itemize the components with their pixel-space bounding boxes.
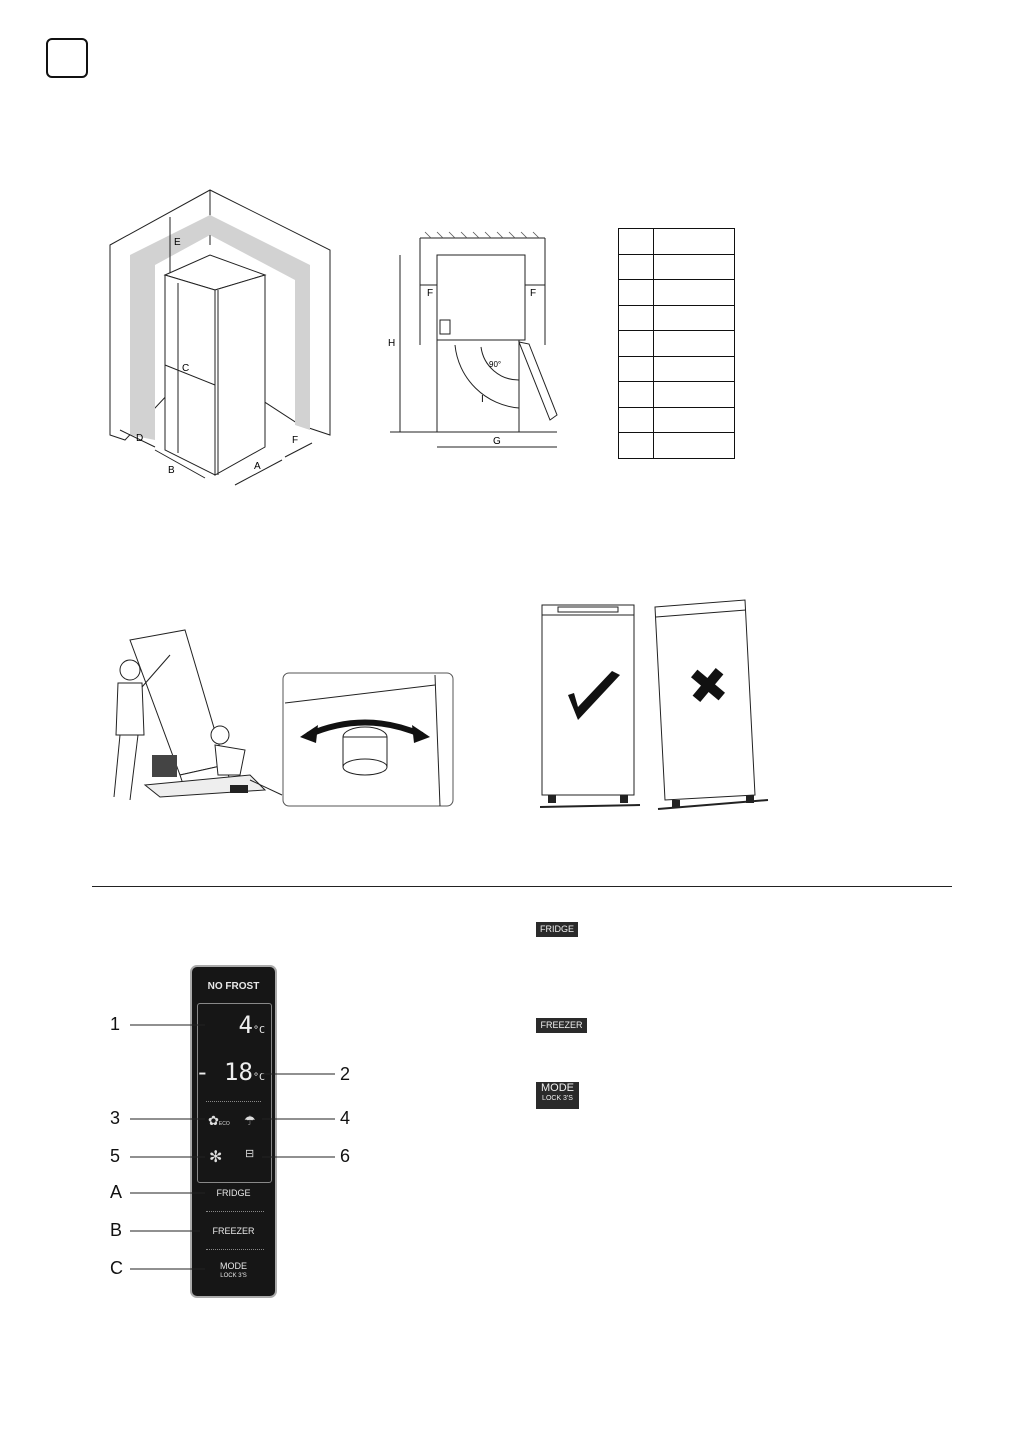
fridge-temp-unit: °C (252, 1025, 265, 1036)
fridge-button[interactable]: FRIDGE (216, 1188, 251, 1198)
dim-label-angle: 90° (489, 360, 502, 369)
callout-4: 4 (340, 1108, 351, 1128)
legend-mode-tag (536, 1082, 579, 1109)
dim-label-h: H (388, 338, 396, 349)
callout-2: 2 (340, 1064, 351, 1084)
freezer-temp-unit: °C (252, 1072, 265, 1083)
mode-sublabel: LOCK 3'S (220, 1273, 247, 1279)
dim-label-f-left: F (427, 288, 434, 299)
callout-6: 6 (340, 1146, 351, 1166)
lock-icon: ⊟ (245, 1148, 255, 1160)
legend-mode-sublabel: LOCK 3'S (542, 1095, 573, 1102)
super-freeze-icon: ✻ (209, 1149, 223, 1166)
dim-label-a: A (254, 461, 261, 472)
callout-5: 5 (110, 1146, 121, 1166)
brand-logo: NO FROST (207, 981, 260, 992)
dim-label-g: G (493, 436, 501, 447)
dim-label-d: D (136, 433, 144, 444)
dim-label-c: C (182, 363, 190, 374)
legend-mode-label: MODE (541, 1082, 574, 1094)
dim-label-e: E (174, 237, 181, 248)
dim-label-f-right: F (530, 288, 537, 299)
callout-a: A (110, 1182, 123, 1202)
fridge-temp-value: 4 (238, 1011, 253, 1039)
eco-icon: ✿ECO (208, 1113, 230, 1128)
freezer-button[interactable]: FREEZER (212, 1226, 255, 1236)
dim-label-b: B (168, 465, 175, 476)
mode-label: MODE (220, 1261, 247, 1271)
dim-label-i: I (481, 394, 484, 405)
callout-1: 1 (110, 1014, 121, 1034)
callout-c: C (110, 1258, 123, 1278)
holiday-icon: ☂ (244, 1113, 256, 1128)
callout-b: B (110, 1220, 123, 1240)
legend-fridge-tag: FRIDGE (536, 922, 578, 937)
callout-3: 3 (110, 1108, 121, 1128)
eco-label: ECO (218, 1121, 230, 1127)
dim-label-f: F (292, 435, 299, 446)
legend-freezer-tag: FREEZER (536, 1018, 587, 1033)
freezer-temp-value: - 18 (195, 1058, 253, 1086)
